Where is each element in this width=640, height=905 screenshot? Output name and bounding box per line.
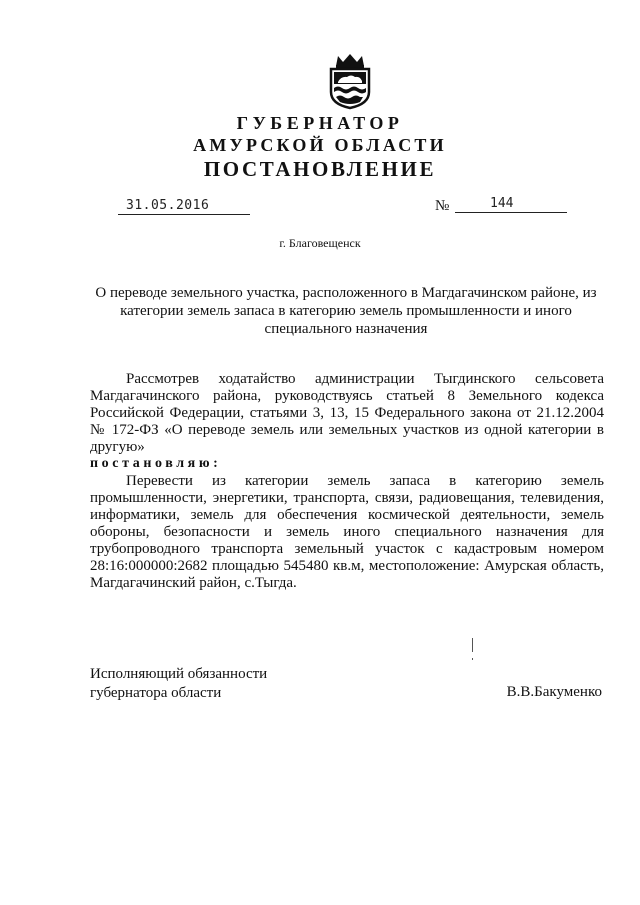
document-number: 144 bbox=[455, 195, 567, 213]
document-type: ПОСТАНОВЛЕНИЕ bbox=[203, 157, 437, 181]
signatory-position-line1: Исполняющий обязанности bbox=[90, 666, 268, 682]
document-date: 31.05.2016 bbox=[118, 197, 250, 215]
resolution-paragraph: Перевести из категории земель запаса в категорию земель промышленности, энергетики, транспорта, связи, радиовещания, телевидения, информатики, земель для обеспечения космической деятельности, земель обороны, безопасности и земель иного специального назначения для трубопроводного транспорта земельный участок с кадастровым номером 28:16:000000:2682 площадью 545480 кв.м, местоположение: Амурская область, Магдагачинский район, с.Тыгда. bbox=[90, 473, 604, 591]
number-sign: № bbox=[435, 198, 450, 214]
scan-mark-gap bbox=[472, 652, 473, 658]
coat-of-arms-icon bbox=[327, 52, 373, 110]
preamble-paragraph: Рассмотрев ходатайство администрации Тыгдинского сельсовета Магдагачинского района, руководствуясь статьей 8 Земельного кодекса Российской Федерации, статьями 3, 13, 15 Федерального закона от 21.12.2004 № 172-ФЗ «О переводе земель или земельных участков из одной категории в другую» bbox=[90, 371, 604, 455]
signatory-name: В.В.Бакуменко bbox=[506, 684, 602, 700]
header-governor: ГУБЕРНАТОР bbox=[236, 113, 404, 133]
header-region: АМУРСКОЙ ОБЛАСТИ bbox=[193, 135, 447, 155]
document-title: О переводе земельного участка, расположенного в Магдагачинском районе, из категории земель запаса в категорию земель промышленности и иного специального назначения bbox=[95, 285, 597, 337]
city: г. Благовещенск bbox=[279, 236, 361, 250]
resolve-word: постановляю: bbox=[90, 456, 222, 471]
signatory-position-line2: губернатора области bbox=[90, 685, 222, 701]
signatory-position bbox=[90, 665, 267, 703]
